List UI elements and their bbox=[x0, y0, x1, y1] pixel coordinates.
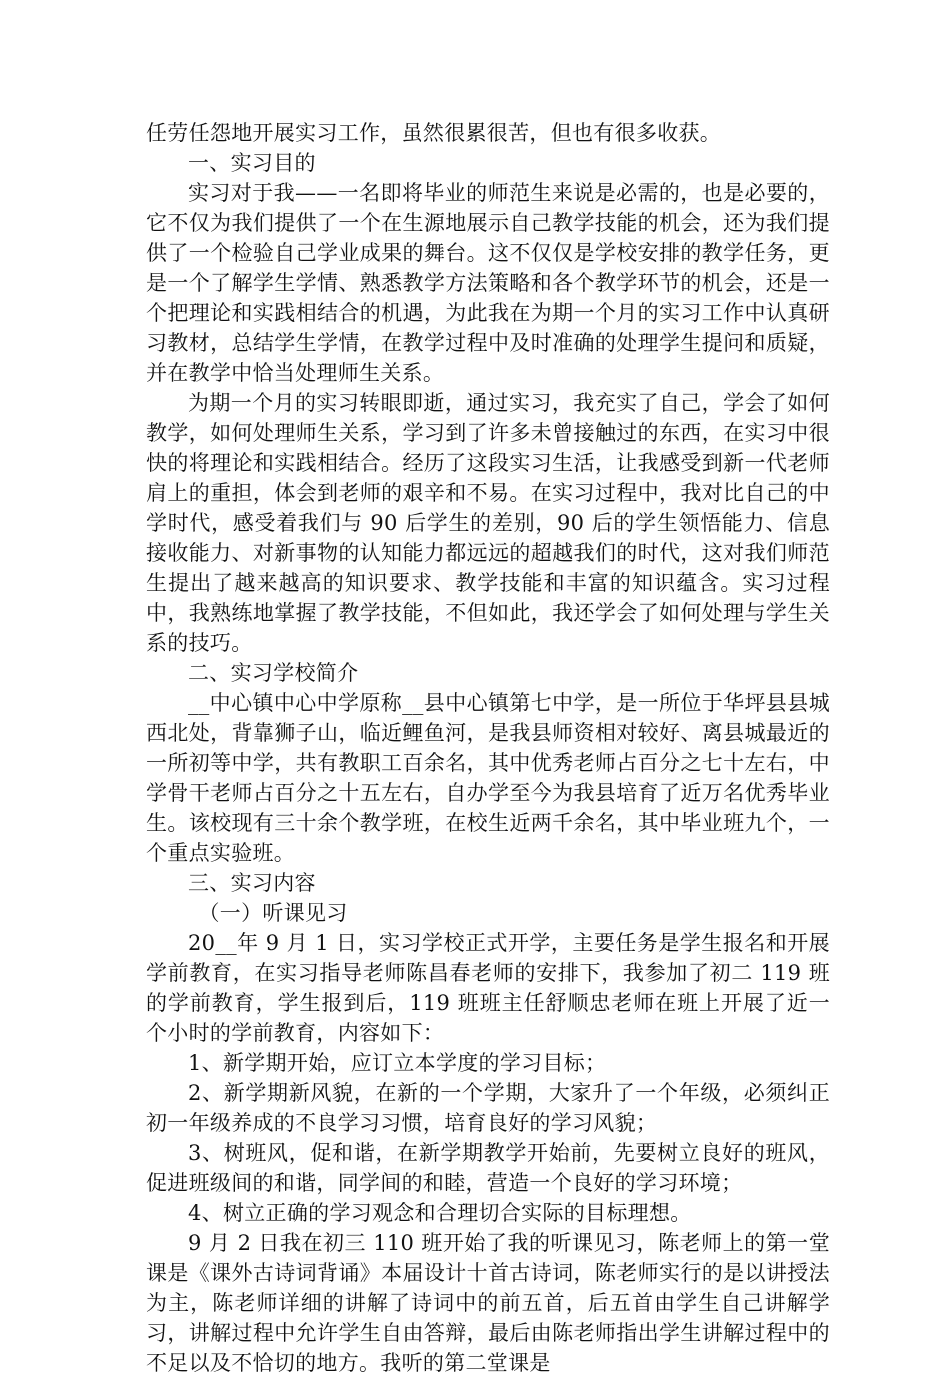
paragraph-school-intro: __中心镇中心中学原称__县中心镇第七中学，是一所位于华坪县县城西北处，背靠狮子山，临近鲤鱼河，是我县师资相对较好、离县城最近的一所初等中学，共有教职工百余名，其中优秀老师占百分之七十左右，中学骨干老师占百分之十五左右，自办学至今为我县培育了近万名优秀毕业生。该校现有三十余个教学班，在校生近两千余名，其中毕业班九个，一个重点实验班。 bbox=[146, 691, 830, 865]
list-item-4: 4、树立正确的学习观念和合理切合实际的目标理想。 bbox=[188, 1201, 692, 1225]
section-heading-school-intro: 二、实习学校简介 bbox=[188, 661, 359, 685]
list-item-1: 1、新学期开始，应订立本学度的学习目标； bbox=[188, 1051, 607, 1075]
section-heading-internship-purpose: 一、实习目的 bbox=[188, 151, 316, 175]
list-item-3: 3、树班风，促和谐，在新学期教学开始前，先要树立良好的班风，促进班级间的和谐，同学间的和睦，营造一个良好的学习环境； bbox=[146, 1141, 830, 1195]
paragraph-purpose: 实习对于我——一名即将毕业的师范生来说是必需的，也是必要的，它不仅为我们提供了一个在生源地展示自己教学技能的机会，还为我们提供了一个检验自己学业成果的舞台。这不仅仅是学校安排的教学任务，更是一个了解学生学情、熟悉教学方法策略和各个教学环节的机会，还是一个把理论和实践相结合的机遇，为此我在为期一个月的实习工作中认真研习教材，总结学生学情，在教学过程中及时准确的处理学生提问和质疑，并在教学中恰当处理师生关系。 bbox=[146, 181, 830, 385]
paragraph-first-observation: 9 月 2 日我在初三 110 班开始了我的听课见习，陈老师上的第一堂课是《课外古诗词背诵》本届设计十首古诗词，陈老师实行的是以讲授法为主，陈老师详细的讲解了诗词中的前五首，后五首由学生自己讲解学习，讲解过程中允许学生自由答辩，最后由陈老师指出学生讲解过程中的不足以及不恰切的地方。我听的第二堂课是 bbox=[146, 1231, 830, 1375]
document-body bbox=[146, 118, 830, 1378]
list-item-2: 2、新学期新风貌，在新的一个学期，大家升了一个年级，必须纠正初一年级养成的不良学习习惯，培育良好的学习风貌； bbox=[146, 1081, 830, 1135]
paragraph-school-opening: 20__年 9 月 1 日，实习学校正式开学，主要任务是学生报名和开展学前教育，在实习指导老师陈昌春老师的安排下，我参加了初二 119 班的学前教育，学生报到后，119 班班主任舒顺忠老师在班上开展了近一个小时的学前教育，内容如下： bbox=[146, 931, 830, 1045]
section-heading-internship-content: 三、实习内容 bbox=[188, 871, 316, 895]
subsection-heading-observation: （一）听课见习 bbox=[198, 901, 348, 925]
paragraph-continuation: 任劳任怨地开展实习工作，虽然很累很苦，但也有很多收获。 bbox=[146, 121, 722, 145]
paragraph-reflection: 为期一个月的实习转眼即逝，通过实习，我充实了自己，学会了如何教学，如何处理师生关系，学习到了许多未曾接触过的东西，在实习中很快的将理论和实践相结合。经历了这段实习生活，让我感受到新一代老师肩上的重担，体会到老师的艰辛和不易。在实习过程中，我对比自己的中学时代，感受着我们与 90 后学生的差别，90 后的学生领悟能力、信息接收能力、对新事物的认知能力都远远的超越我们的时代，这对我们师范生提出了越来越高的知识要求、教学技能和丰富的知识蕴含。实习过程中，我熟练地掌握了教学技能，不但如此，我还学会了如何处理与学生关系的技巧。 bbox=[146, 391, 830, 655]
